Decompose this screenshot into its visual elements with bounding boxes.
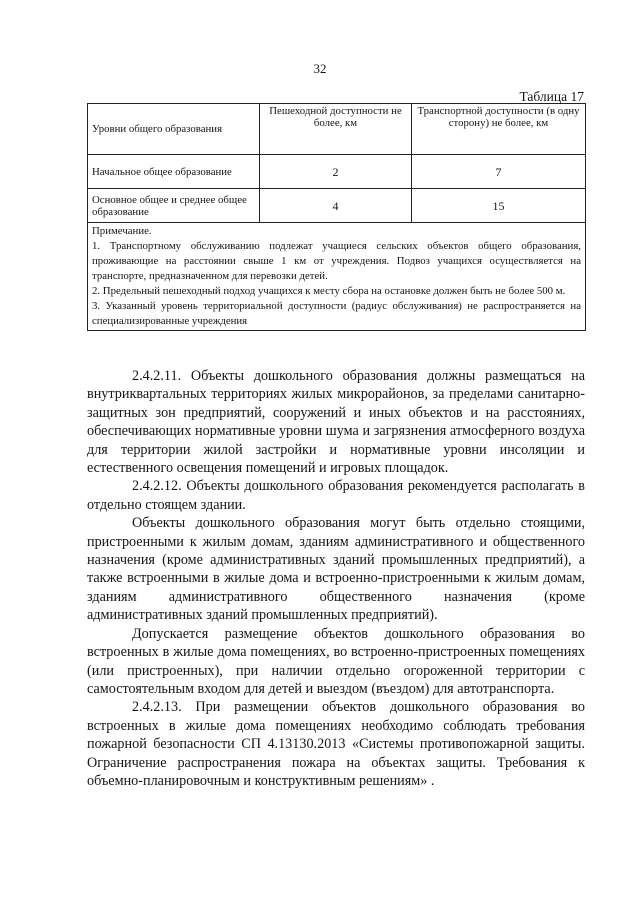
paragraph: 2.4.2.12. Объекты дошкольного образования рекомендуется располагать в отдельно стоящем здании. [87, 478, 585, 513]
paragraph: Допускается размещение объектов дошкольного образования во встроенных в жилые дома помещениях, во встроенно-пристроенных помещениях (или пристроенных), при наличии отдельно огороженной территории с самостоятельным входом для детей и выездом (въездом) для автотранспорта. [87, 625, 585, 697]
row-transport-value: 15 [412, 189, 586, 223]
table-header-row [88, 104, 586, 155]
note-item: 1. Транспортному обслуживанию подлежат учащиеся сельских объектов общего образования, проживающие на расстоянии свыше 1 км от учреждения. Подвоз учащихся осуществляется на транспорте, предназначенном для перевозки детей. [92, 240, 581, 282]
accessibility-table [87, 103, 586, 331]
header-walking-distance: Пешеходной доступности не более, км [260, 104, 412, 155]
row-level: Начальное общее образование [88, 155, 260, 189]
table-notes [88, 223, 586, 331]
notes-title: Примечание. [92, 225, 152, 237]
paragraph: 2.4.2.13. При размещении объектов дошкольного образования во встроенных в жилые дома помещениях необходимо соблюдать требования пожарной безопасности СП 4.13130.2013 «Системы противопожарной защиты. Ограничение распространения пожара на объектах защиты. Требования к объемно-планировочным и конструктивным решениям» . [87, 699, 585, 789]
row-walking-value: 4 [260, 189, 412, 223]
table-row [88, 155, 586, 189]
note-item: 2. Предельный пешеходный подход учащихся к месту сбора на остановке должен быть не более 500 м. [92, 285, 566, 297]
paragraph: Объекты дошкольного образования могут быть отдельно стоящими, пристроенными к жилым домам, зданиям административного и общественного назначения (кроме административных зданий промышленных предприятий), а также встроенными в жилые дома и встроенно-пристроенными к жилым домам, зданиям административного общественного назначения (кроме административных зданий промышленных предприятий). [87, 515, 585, 624]
page-number: 32 [313, 61, 327, 76]
body-text [87, 367, 585, 790]
note-item: 3. Указанный уровень территориальной доступности (радиус обслуживания) не распространяется на специализированные учреждения [92, 300, 581, 327]
row-walking-value: 2 [260, 155, 412, 189]
header-transport-distance: Транспортной доступности (в одну сторону) не более, км [412, 104, 586, 155]
row-level: Основное общее и среднее общее образование [88, 189, 260, 223]
row-transport-value: 7 [412, 155, 586, 189]
table-notes-row [88, 223, 586, 331]
table-row [88, 189, 586, 223]
header-education-level: Уровни общего образования [88, 104, 260, 155]
paragraph: 2.4.2.11. Объекты дошкольного образования должны размещаться на внутриквартальных территориях жилых микрорайонов, за пределами санитарно-защитных зон предприятий, сооружений и иных объектов и на расстояниях, обеспечивающих нормативные уровни шума и загрязнения атмосферного воздуха для территории жилой застройки и нормативные уровни инсоляции и естественного освещения помещений и игровых площадок. [87, 368, 585, 477]
table-caption: Таблица 17 [519, 89, 584, 104]
